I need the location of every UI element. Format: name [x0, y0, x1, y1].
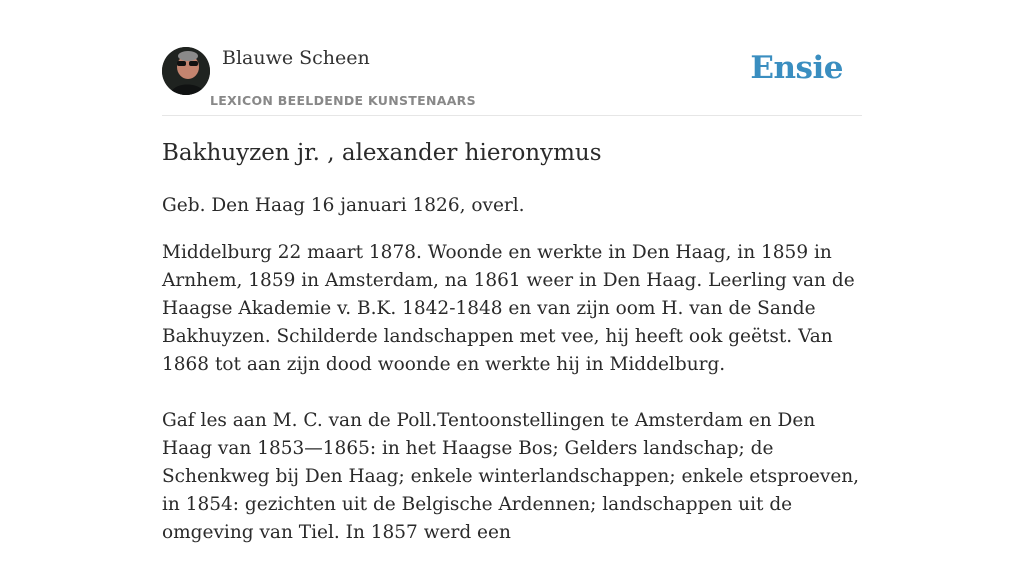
- article-title: Bakhuyzen jr. , alexander hieronymus: [162, 140, 602, 166]
- paragraph-2: Middelburg 22 maart 1878. Woonde en werkte in Den Haag, in 1859 in Arnhem, 1859 in Amsterdam, na 1861 weer in Den Haag. Leerling van de Haagse Akademie v. B.K. 1842-1848 en van zijn oom H. van de Sande Bakhuyzen. Schilderde landschappen met vee, hij heeft ook geëtst. Van 1868 tot aan zijn dood woonde en werkte hij in Middelburg.: [162, 242, 855, 375]
- author-name[interactable]: Blauwe Scheen: [222, 47, 370, 69]
- paragraph-1: Geb. Den Haag 16 januari 1826, overl.: [162, 195, 525, 216]
- ensie-logo[interactable]: Ensie: [750, 50, 843, 86]
- author-avatar[interactable]: [162, 47, 210, 95]
- paragraph-3: Gaf les aan M. C. van de Poll.Tentoonstellingen te Amsterdam en Den Haag van 1853—1865: in het Haagse Bos; Gelders landschap; de Schenkweg bij Den Haag; enkele winterlandschappen; enkele etsproeven, in 1854: gezichten uit de Belgische Ardennen; landschappen uit de omgeving van Tiel. In 1857 werd een: [162, 410, 860, 543]
- article-body: [162, 192, 862, 566]
- collection-subtitle[interactable]: LEXICON BEELDENDE KUNSTENAARS: [210, 93, 476, 108]
- user-avatar-icon: [162, 47, 210, 95]
- header: [162, 46, 862, 116]
